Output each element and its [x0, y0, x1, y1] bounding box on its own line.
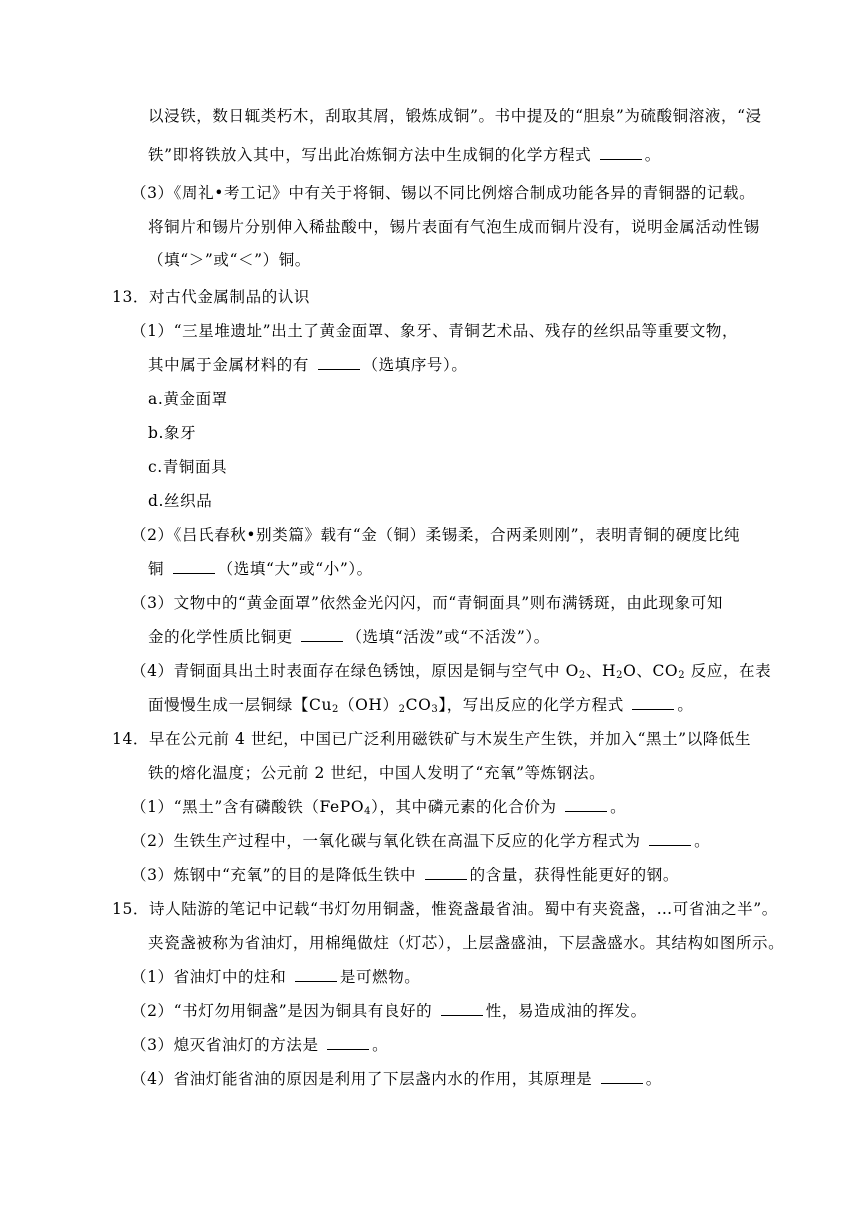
text-line — [131, 1035, 388, 1055]
text-segment: 其中属于金属材料的有 — [148, 356, 315, 374]
text-line — [148, 217, 760, 237]
subscript: 4 — [364, 806, 372, 817]
text-line — [131, 593, 723, 613]
text-line — [148, 250, 311, 270]
text-segment: 15．诗人陆游的笔记中记载“书灯勿用铜盏，惟瓷盏最省油。蜀中有夹瓷盏，…可省油之半”。 — [112, 900, 778, 918]
text-line — [131, 321, 738, 341]
text-line — [148, 423, 196, 443]
text-segment: ），其中磷元素的化合价为 — [371, 798, 563, 816]
text-segment: 金的化学性质比铜更 — [148, 628, 299, 646]
answer-blank[interactable] — [649, 831, 691, 846]
text-segment: （4）省油灯能省油的原因是利用了下层盏内水的作用，其原理是 — [131, 1070, 598, 1088]
answer-blank[interactable] — [295, 967, 337, 982]
answer-blank[interactable] — [327, 1035, 369, 1050]
text-segment: d.丝织品 — [148, 492, 213, 510]
text-segment: 铜 — [148, 560, 170, 578]
text-line — [112, 899, 778, 919]
answer-blank[interactable] — [632, 695, 674, 710]
text-segment: 以浸铁，数日辄类朽木，刮取其屑，锻炼成铜”。书中提及的“胆泉”为硫酸铜溶液，“浸 — [148, 107, 762, 125]
text-segment: （1）省油灯中的炷和 — [131, 968, 292, 986]
text-segment: （1）“黑土”含有磷酸铁（FePO — [131, 798, 365, 816]
text-segment: 反应，在表 — [685, 662, 772, 680]
text-segment: （3）文物中的“黄金面罩”依然金光闪闪，而“青铜面具”则布满锈斑，由此现象可知 — [131, 594, 723, 612]
subscript: 3 — [431, 704, 439, 715]
subscript: 2 — [678, 670, 686, 681]
text-segment: （3）《周礼•考工记》中有关于将铜、锡以不同比例熔合制成功能各异的青铜器的记载。 — [131, 184, 756, 202]
text-segment: （OH） — [339, 696, 399, 714]
subscript: 2 — [578, 670, 586, 681]
text-line — [131, 525, 740, 545]
text-segment: 。 — [645, 1070, 662, 1088]
text-line — [131, 967, 420, 987]
text-segment: （2）“书灯勿用铜盏”是因为铜具有良好的 — [131, 1002, 438, 1020]
text-line — [131, 1069, 662, 1089]
text-line — [131, 661, 771, 681]
text-segment: 是可燃物。 — [339, 968, 421, 986]
subscript: 2 — [332, 704, 340, 715]
text-segment: 。 — [694, 832, 711, 850]
text-segment: （3）熄灭省油灯的方法是 — [131, 1036, 325, 1054]
text-line — [148, 106, 762, 126]
text-segment: （2）《吕氏春秋•别类篇》载有“金（铜）柔锡柔，合两柔则刚”，表明青铜的硬度比纯 — [131, 526, 741, 544]
text-line — [148, 457, 227, 477]
text-line — [131, 183, 755, 203]
text-segment: 。 — [644, 146, 661, 164]
answer-blank[interactable] — [425, 865, 467, 880]
text-line — [148, 355, 467, 375]
text-segment: 。 — [372, 1036, 389, 1054]
answer-blank[interactable] — [301, 627, 343, 642]
text-segment: 将铜片和锡片分别伸入稀盐酸中，锡片表面有气泡生成而铜片没有，说明金属活动性锡 — [148, 218, 760, 236]
text-segment: 】，写出反应的化学方程式 — [438, 696, 630, 714]
answer-blank[interactable] — [173, 559, 215, 574]
text-segment: c.青铜面具 — [148, 458, 228, 476]
answer-blank[interactable] — [441, 1001, 483, 1016]
text-segment: 、H — [585, 662, 617, 680]
text-line — [112, 729, 751, 749]
text-line — [112, 287, 310, 307]
text-segment: b.象牙 — [148, 424, 197, 442]
text-line — [148, 559, 373, 579]
answer-blank[interactable] — [318, 355, 360, 370]
text-segment: （选填“大”或“小”）。 — [217, 560, 373, 578]
text-segment: 。 — [677, 696, 694, 714]
text-line — [148, 627, 550, 647]
text-segment: 面慢慢生成一层铜绿【Cu — [148, 696, 333, 714]
subscript: 2 — [398, 704, 406, 715]
text-segment: a.黄金面罩 — [148, 390, 228, 408]
text-segment: （填“＞”或“＜”）铜。 — [148, 251, 311, 269]
text-segment: 13．对古代金属制品的认识 — [112, 288, 311, 306]
text-segment: 夹瓷盏被称为省油灯，用棉绳做炷（灯芯），上层盏盛油，下层盏盛水。其结构如图所示。 — [148, 934, 785, 952]
text-line — [131, 865, 679, 885]
answer-blank[interactable] — [565, 797, 607, 812]
text-line — [131, 1001, 647, 1021]
text-line — [148, 389, 228, 409]
text-segment: （选填序号）。 — [362, 356, 468, 374]
text-segment: （1）“三星堆遗址”出土了黄金面罩、象牙、青铜艺术品、残存的丝织品等重要文物， — [131, 322, 739, 340]
text-segment: O、CO — [623, 662, 679, 680]
text-segment: （选填“活泼”或“不活泼”）。 — [346, 628, 550, 646]
text-line — [148, 695, 693, 715]
text-line — [148, 933, 784, 953]
answer-blank[interactable] — [601, 1069, 643, 1084]
text-segment: 的含量，获得性能更好的钢。 — [469, 866, 679, 884]
text-line — [148, 145, 661, 165]
text-segment: 铁的熔化温度；公元前 2 世纪，中国人发明了“充氧”等炼钢法。 — [148, 764, 606, 782]
text-segment: 铁”即将铁放入其中，写出此冶炼铜方法中生成铜的化学方程式 — [148, 146, 597, 164]
text-segment: 14．早在公元前 4 世纪，中国已广泛利用磁铁矿与木炭生产生铁，并加入“黑土”以降低生 — [112, 730, 752, 748]
text-segment: （3）炼钢中“充氧”的目的是降低生铁中 — [131, 866, 422, 884]
text-line — [131, 831, 710, 851]
text-segment: CO — [405, 696, 432, 714]
text-segment: 。 — [610, 798, 627, 816]
text-segment: （4）青铜面具出土时表面存在绿色锈蚀，原因是铜与空气中 O — [131, 662, 579, 680]
text-segment: （2）生铁生产过程中，一氧化碳与氧化铁在高温下反应的化学方程式为 — [131, 832, 647, 850]
answer-blank[interactable] — [600, 145, 642, 160]
subscript: 2 — [616, 670, 624, 681]
text-line — [131, 797, 626, 817]
text-line — [148, 491, 212, 511]
text-segment: 性，易造成油的挥发。 — [485, 1002, 647, 1020]
text-line — [148, 763, 605, 783]
